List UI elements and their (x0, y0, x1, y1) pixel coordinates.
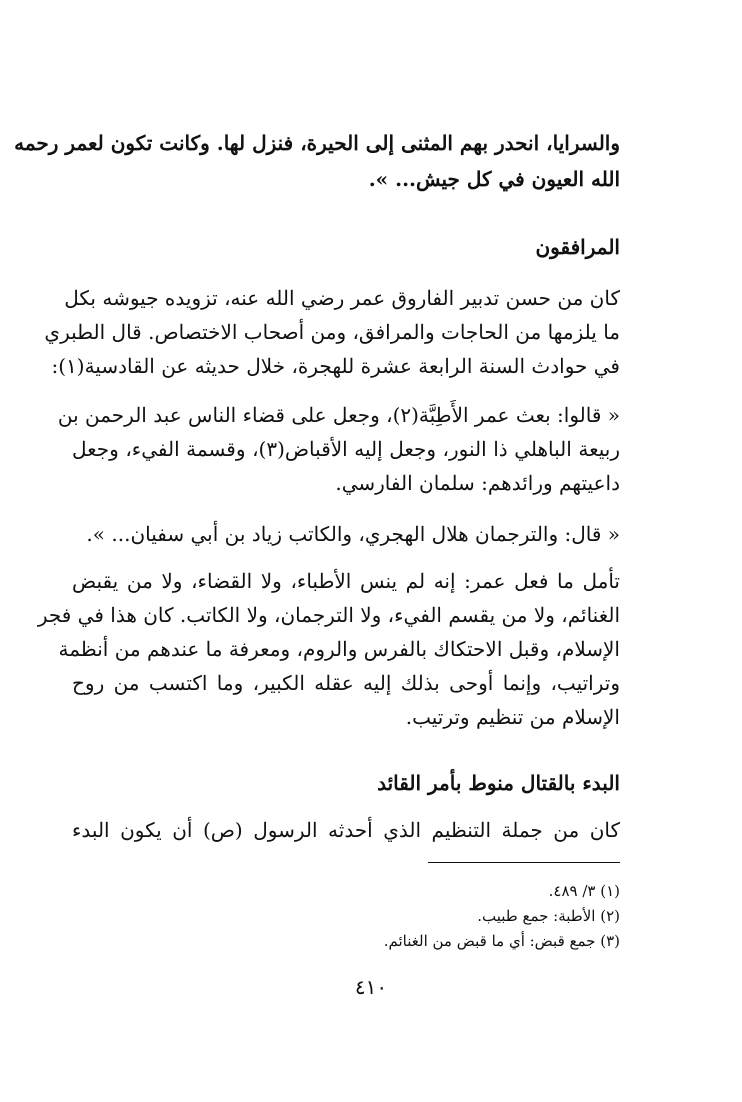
quote1-line-1: « قالوا: بعث عمر الأَطِبَّة(٢)، وجعل على قضاء الناس عبد الرحمن بن (57, 403, 620, 427)
section-heading-start-fighting: البدء بالقتال منوط بأمر القائد (377, 771, 620, 795)
section1-para1-line-3: في حوادث السنة الرابعة عشرة للهجرة، خلال حديثه عن القادسية(١): (51, 354, 620, 378)
footnote-2: (٢) الأطبة: جمع طبيب. (477, 907, 620, 925)
footnote-1: (١) ٣/ ٤٨٩. (548, 882, 620, 900)
top-paragraph-line-1: والسرايا، انحدر بهم المثنى إلى الحيرة، فنزل لها. وكانت تكون لعمر رحمه (14, 131, 620, 155)
section1-para1-line-1: كان من حسن تدبير الفاروق عمر رضي الله عنه، تزويده جيوشه بكل (64, 286, 620, 310)
section1-para2-line-1: تأمل ما فعل عمر: إنه لم ينس الأطباء، ولا القضاء، ولا من يقبض (72, 569, 620, 593)
quote2-line: « قال: والترجمان هلال الهجري، والكاتب زياد بن أبي سفيان... ». (86, 522, 620, 546)
quote1-line-3: داعيتهم ورائدهم: سلمان الفارسي. (335, 471, 620, 495)
section1-para1-line-2: ما يلزمها من الحاجات والمرافق، ومن أصحاب الاختصاص. قال الطبري (44, 320, 620, 344)
quote1-line-2: ربيعة الباهلي ذا النور، وجعل إليه الأقباض(٣)، وقسمة الفيء، وجعل (72, 437, 620, 461)
page-number: ٤١٠ (354, 975, 388, 999)
section1-para2-line-3: الإسلام، وقبل الاحتكاك بالفرس والروم، ومعرفة ما عندهم من أنظمة (58, 637, 620, 661)
footnote-3: (٣) جمع قبض: أي ما قبض من الغنائم. (383, 932, 620, 950)
section1-para2-line-2: الغنائم، ولا من يقسم الفيء، ولا الترجمان، ولا الكاتب. كان هذا في فجر (37, 603, 620, 627)
section2-para1-line-1: كان من جملة التنظيم الذي أحدثه الرسول (ص) أن يكون البدء (72, 818, 620, 842)
section1-para2-line-4: وتراتيب، وإنما أوحى بذلك إليه عقله الكبير، وما اكتسب من روح (72, 671, 620, 695)
section-heading-companions: المرافقون (535, 235, 620, 259)
footnote-divider (428, 862, 620, 863)
section1-para2-line-5: الإسلام من تنظيم وترتيب. (405, 705, 620, 729)
top-paragraph-line-2: الله العيون في كل جيش... ». (368, 167, 620, 191)
